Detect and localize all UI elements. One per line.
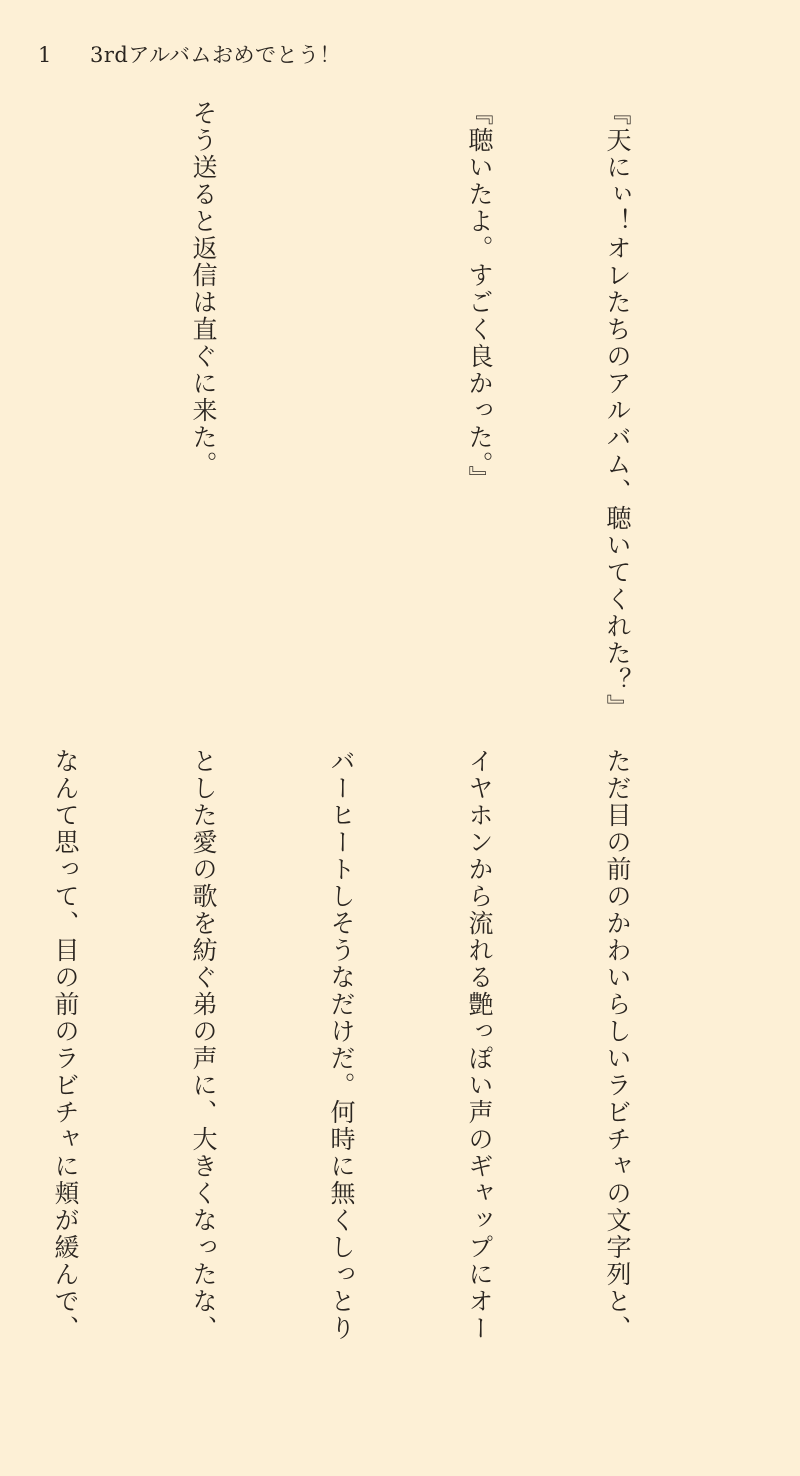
page-header [0, 38, 800, 72]
text-column: バーヒートしそうなだけだ。何時に無くしっとり [327, 748, 356, 1342]
text-column [318, 100, 364, 720]
text-column: なんて思って、目の前のラビチャに頬が緩んで、 [51, 748, 80, 1342]
text-column: とした愛の歌を紡ぐ弟の声に、大きくなったな、 [189, 748, 218, 1342]
text-column: ただ目の前のかわいらしいラビチャの文字列と、 [603, 748, 632, 1342]
page-number: 1 [38, 43, 52, 67]
chapter-title: 3rdアルバムおめでとう！ [90, 43, 342, 67]
text-block-upper [0, 100, 732, 720]
text-column: 『天にぃ！オレたちのアルバム、聴いてくれた？』 [603, 100, 632, 721]
text-block-lower [0, 748, 732, 1388]
text-column [42, 100, 88, 720]
text-column: イヤホンから流れる艶っぽい声のギャップにオー [465, 748, 494, 1342]
text-column: 『聴いたよ。すごく良かった。』 [465, 100, 494, 493]
text-column: そう送ると返信は直ぐに来た。 [189, 100, 218, 478]
